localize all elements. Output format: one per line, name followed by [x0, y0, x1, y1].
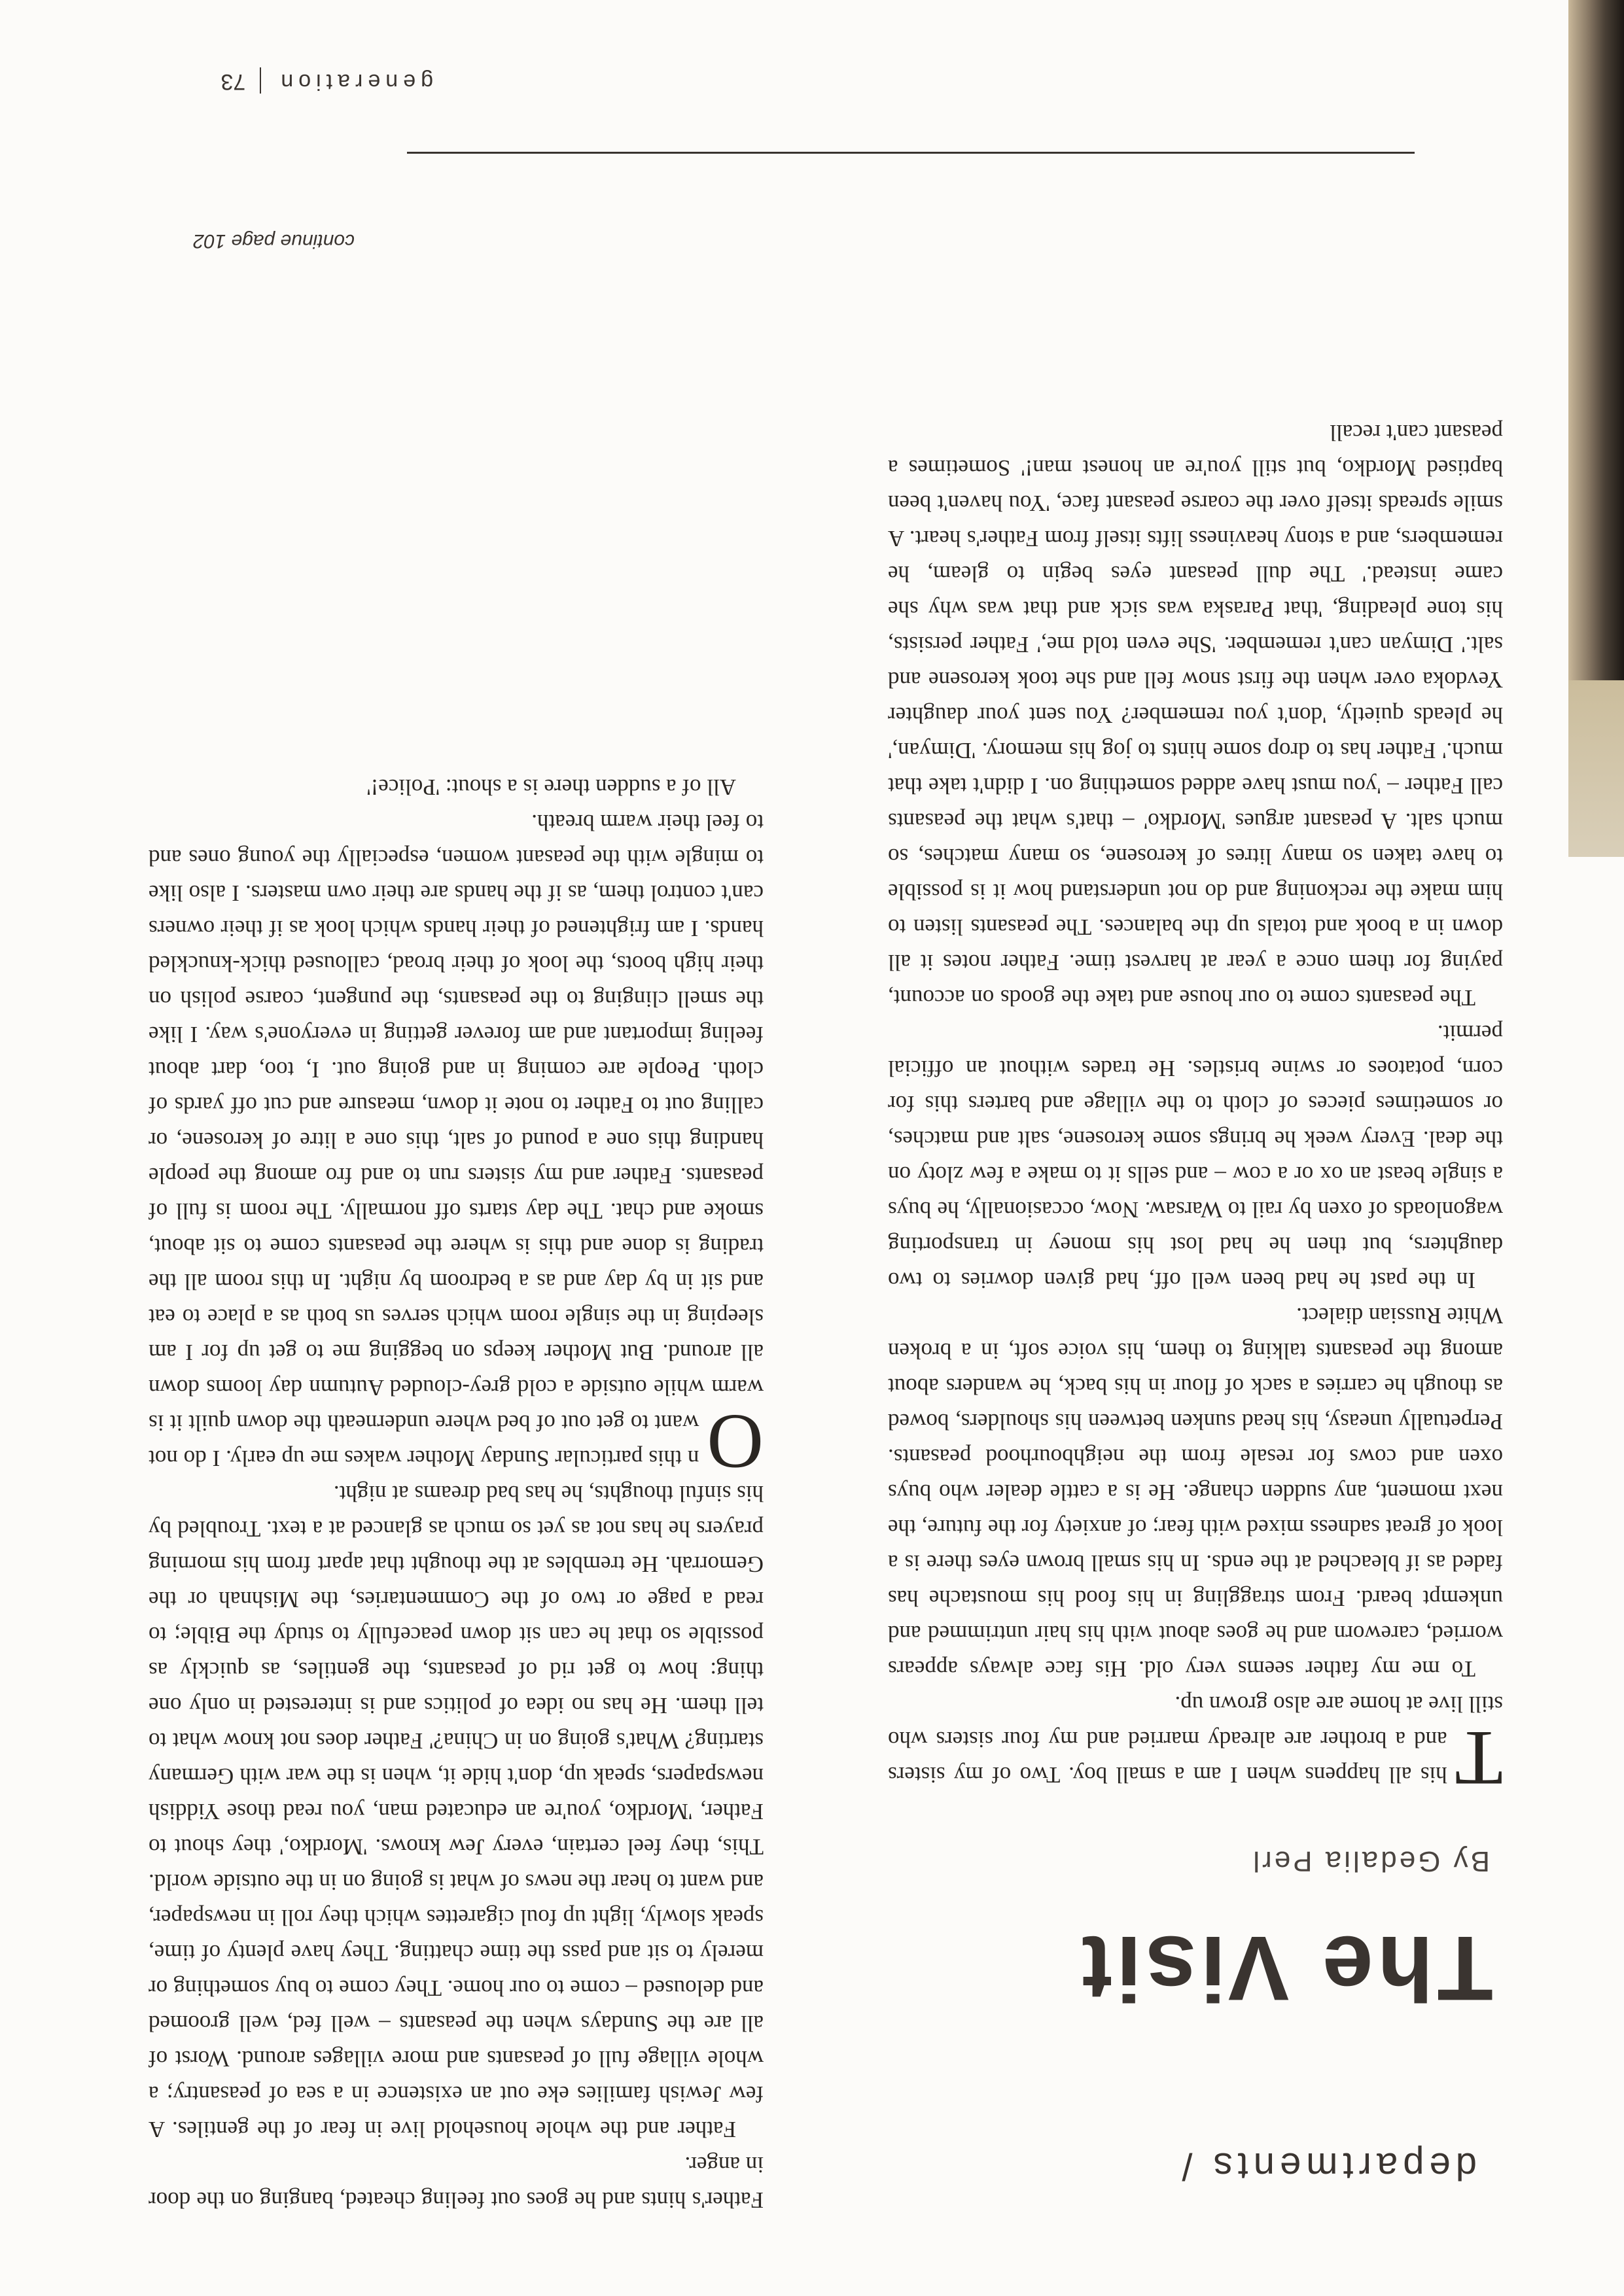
drop-cap: T — [1455, 1715, 1503, 1802]
page-folio — [221, 67, 433, 94]
paragraph: The peasants come to our house and take the goods on account, paying for them once a year at harvest time. Father notes it all down in a book and totals up the balances. The peasants listen to him make the reckoning and do not understand how it is possible to have taken so many litres of kerosene, so many matches, so much salt. A peasant argues 'Mordko' – that's what the peasants call Father – 'you must have added something on. I didn't take that much.' Father has to drop some hints to jog his memory. 'Dimyan,' he pleads quietly, 'don't you remember? You sent your daughter Yevdoka over when the first snow fell and she took kerosene and salt.' Dimyan can't remember. 'She even told me,' Father persists, his tone pleading, 'that Paraska was sick and that was why she came instead.' The dull peasant eyes begin to gleam, he remembers, and a stony heaviness lifts itself from Father's heart. A smile spreads itself over the coarse peasant face, 'You haven't been baptised Mordko, but still you're an honest man!' Sometimes a peasant can't recall — [888, 420, 1503, 1011]
paragraph: In the past he had been well off, had given dowries to two daughters, but then he had lost his money in transporting wagonloads of oxen by rail to Warsaw. Now, occasionally, he buys a single beast an ox or a cow – and sells it to make a few zloty on the deal. Every week he brings some kerosene, salt and matches, or sometimes pieces of cloth to the village and barters this for corn, potatoes or swine bristles. He trades without an official permit. — [888, 1020, 1503, 1293]
article-column-right — [149, 769, 764, 2218]
paragraph — [888, 1686, 1503, 1802]
paragraph: Father's hints and he goes out feeling cheated, banging on the door in anger. — [149, 2152, 764, 2213]
magazine-name: generation — [275, 69, 433, 94]
continue-note: continue page 102 — [193, 230, 355, 252]
article-byline: By Gedalia Perl — [1250, 1845, 1490, 1877]
paragraph-text: n this particular Sunday Mother wakes me up early. I do not want to get out of bed where underneath the down quilt it is warm while outside a cold grey-clouded Autumn day looms down all around. But Mother keeps on begging me to get up for I am sleeping in the single room which serves us both as a place to eat and sit in by day and as a bedroom by night. In this room all the trading is done and this is where the peasants come to sit about, smoke and chat. The day starts off normally. The room is full of peasants. Father and my sisters run to and fro among the people handing this one a pound of salt, this one a litre of kerosene, or calling out to Father to note it down, measure and cut off yards of cloth. People are coming in and going out. I, too, dart about feeling important and am forever getting in everyone's way. I like the smell clinging to the peasants, the pungent, coarse polish on their high boots, the look of their broad, calloused thick-knuckled hands. I am frightened of their hands which look as if their owners can't control them, as if the hands are their own masters. I also like to mingle with the peasant women, especially the young ones and to feel their warm breath. — [149, 810, 764, 1471]
paragraph-text: his all happens when I am a small boy. Two of my sisters and a brother are already married and my four sisters who still live at home are also grown up. — [888, 1692, 1503, 1788]
paragraph — [149, 805, 764, 1486]
paragraph: Father and the whole household live in fear of the gentiles. A few Jewish families eke out an existence in a sea of peasantry; a whole village full of peasants and more villages around. Worst of all are the Sundays when the peasants – well fed, well groomed and deloused – come to our home. They come to buy something or merely to sit and pass the time chatting. They have plenty of time, speak slowly, light up foul cigarettes which they roll in newspaper, and want to hear the news of what is going on in the outside world. This, they feel certain, every Jew knows. 'Mordko,' they shout to Father, 'Mordko, you're an educated man, you read those Yiddish newspapers, speak up, don't hide it, when is the war with Germany starting? What's going on in China?' Father does not know what to tell them. He has no idea of politics and is interested in only one thing: how to get rid of peasants, the gentiles, as quickly as possible so that he can sit down peacefully to study the Bible; to read a page or two of the Commentaries, the Mishnah or the Gemorrah. He trembles at the thought that apart from his morning prayers he has not as yet so much as glanced at a text. Troubled by his sinful thoughts, he has bad dreams at night. — [149, 1481, 764, 2142]
drop-cap: O — [707, 1399, 764, 1486]
photo-strip-highlight — [1568, 680, 1624, 857]
page-number: 73 — [221, 69, 246, 94]
paragraph: All of a sudden there is a shout: 'Police!' — [366, 774, 736, 800]
paragraph: To me my father seems very old. His face always appears worried, careworn and he goes about with his hair untrimmed and unkempt beard. From straggling in his food his moustache has faded as if bleached at the ends. In his small brown eyes there is a look of great sadness mixed with fear; of anxiety for the future, the next moment, any sudden change. He is a cattle dealer who buys oxen and cows for resale from the neighbourhood peasants. Perpetually uneasy, his head sunken between his shoulders, bowed as though he carries a sack of flour in his back, he wanders about among the peasants talking to them, his voice soft, in a broken White Russian dialect. — [888, 1303, 1503, 1682]
article-column-left — [888, 415, 1503, 1802]
section-rule-divider — [407, 152, 1415, 154]
section-label: departments / — [1176, 2145, 1477, 2187]
article-title: The Visit — [1078, 1917, 1493, 2020]
photo-strip-image — [1568, 0, 1624, 857]
folio-separator — [260, 67, 261, 94]
